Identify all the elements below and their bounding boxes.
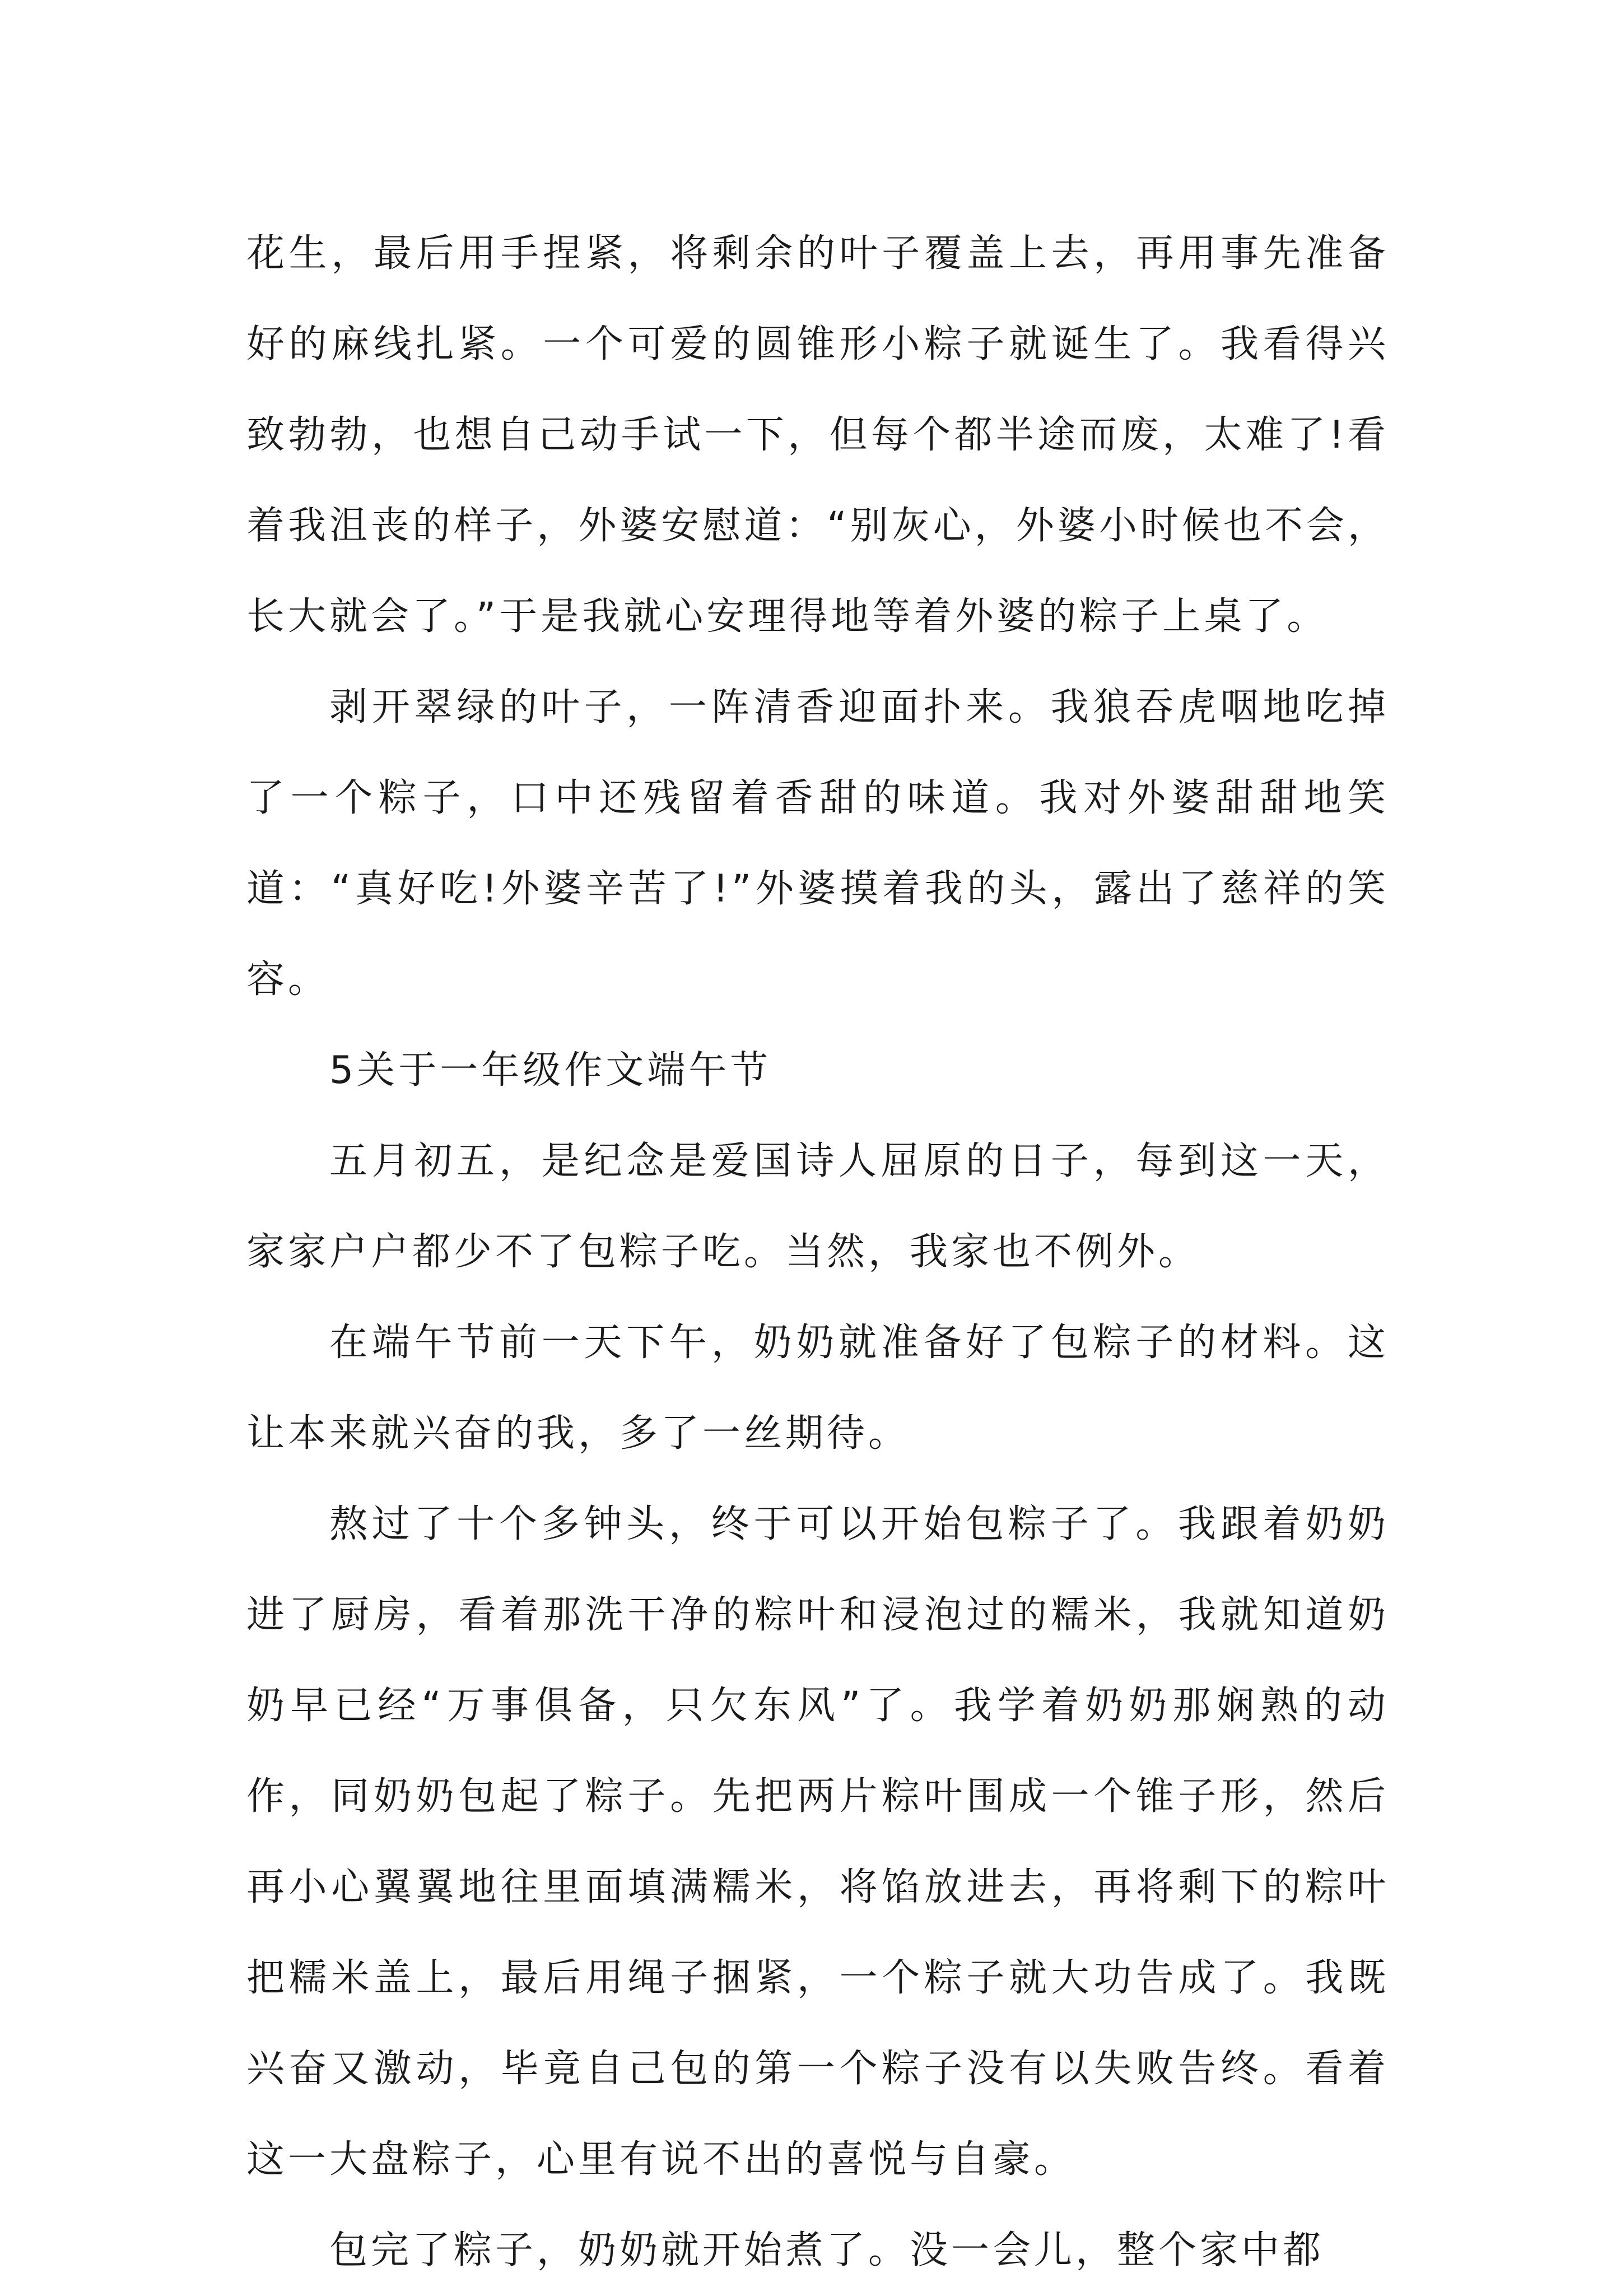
paragraph-2: 剥开翠绿的叶子，一阵清香迎面扑来。我狼吞虎咽地吃掉了一个粽子，口中还残留着香甜的味道。我对外婆甜甜地笑道：“真好吃!外婆辛苦了!”外婆摸着我的头，露出了慈祥的笑容。 — [246, 685, 1389, 1002]
paragraph-1: 花生，最后用手捏紧，将剩余的叶子覆盖上去，再用事先准备好的麻线扎紧。一个可爱的圆锥形小粽子就诞生了。我看得兴致勃勃，也想自己动手试一下，但每个都半途而废，太难了!看着我沮丧的样子，外婆安慰道：“别灰心，外婆小时候也不会，长大就会了。”于是我就心安理得地等着外婆的粽子上桌了。 — [246, 231, 1389, 639]
document-body — [246, 208, 1389, 2296]
paragraph-3: 五月初五，是纪念是爱国诗人屈原的日子，每到这一天，家家户户都少不了包粽子吃。当然，我家也不例外。 — [246, 1139, 1389, 1274]
paragraph-5: 熬过了十个多钟头，终于可以开始包粽子了。我跟着奶奶进了厨房，看着那洗干净的粽叶和浸泡过的糯米，我就知道奶奶早已经“万事俱备，只欠东风”了。我学着奶奶那娴熟的动作，同奶奶包起了粽子。先把两片粽叶围成一个锥子形，然后再小心翼翼地往里面填满糯米，将馅放进去，再将剩下的粽叶把糯米盖上，最后用绳子捆紧，一个粽子就大功告成了。我既兴奋又激动，毕竟自己包的第一个粽子没有以失败告终。看着这一大盘粽子，心里有说不出的喜悦与自豪。 — [246, 1502, 1389, 2182]
section-heading: 5关于一年级作文端午节 — [329, 1048, 772, 1093]
paragraph-4: 在端午节前一天下午，奶奶就准备好了包粽子的材料。这让本来就兴奋的我，多了一丝期待。 — [246, 1321, 1389, 1456]
paragraph-6: 包完了粽子，奶奶就开始煮了。没一会儿，整个家中都 — [329, 2228, 1325, 2272]
